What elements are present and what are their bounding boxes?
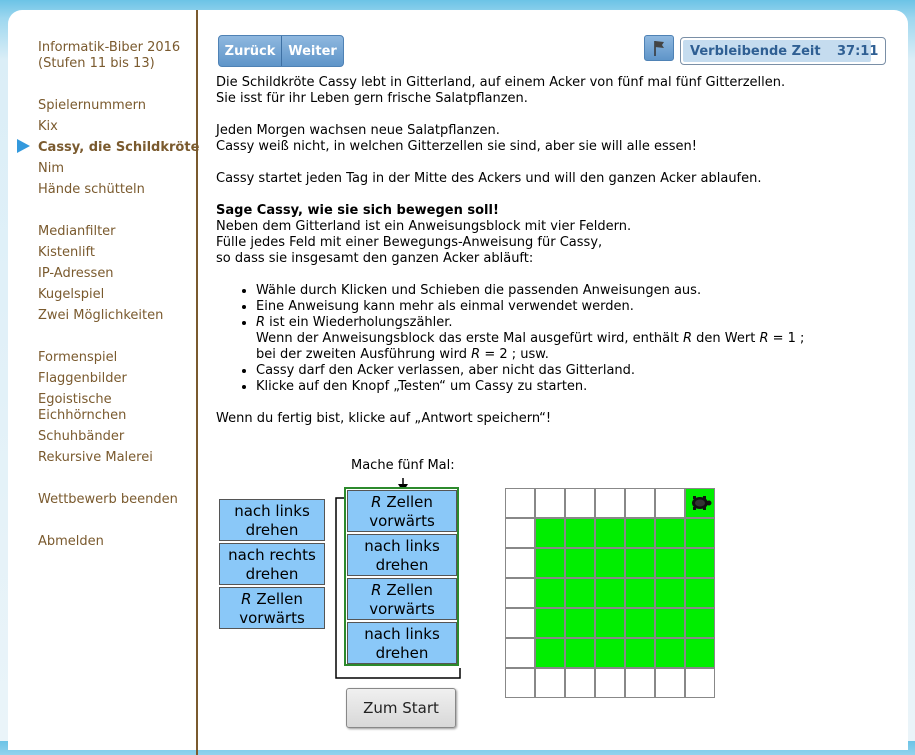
grid-cell bbox=[565, 608, 595, 638]
block-text: nach links bbox=[234, 502, 310, 520]
nav-button-group bbox=[218, 35, 344, 67]
block-text: drehen bbox=[245, 565, 299, 583]
r-symbol: R bbox=[371, 493, 382, 511]
grid-cell bbox=[655, 608, 685, 638]
grid-cell bbox=[685, 608, 715, 638]
page bbox=[8, 10, 908, 750]
text-line: Neben dem Gitterland ist ein Anweisungsblock mit vier Feldern. bbox=[216, 219, 632, 234]
sidebar-item-egoistische-l2[interactable]: Eichhörnchen bbox=[38, 408, 127, 423]
grid-cell bbox=[595, 578, 625, 608]
list-item bbox=[256, 363, 856, 379]
next-button[interactable]: Weiter bbox=[282, 36, 343, 66]
paragraph-instruction bbox=[216, 203, 856, 267]
sidebar-item-ip[interactable]: IP-Adressen bbox=[38, 266, 114, 281]
text-line: Fülle jedes Feld mit einer Bewegungs-Anweisung für Cassy, bbox=[216, 235, 603, 250]
task-text bbox=[216, 75, 856, 443]
text-line: = 1 ; bbox=[768, 331, 805, 346]
grid-cell bbox=[535, 608, 565, 638]
loop-label: Mache fünf Mal: bbox=[351, 458, 455, 473]
grid-cell bbox=[685, 638, 715, 668]
block-text: Zellen bbox=[381, 493, 433, 511]
grid-cell bbox=[595, 518, 625, 548]
grid-cell bbox=[505, 638, 535, 668]
list-item bbox=[256, 299, 856, 315]
block-text: vorwärts bbox=[369, 512, 435, 530]
grid-cell bbox=[535, 548, 565, 578]
grid-cell bbox=[625, 548, 655, 578]
start-button[interactable]: Zum Start bbox=[346, 688, 456, 728]
text-line: Eine Anweisung kann mehr als einmal verwendet werden. bbox=[256, 299, 634, 314]
grid-cell bbox=[565, 578, 595, 608]
grid-cell bbox=[685, 548, 715, 578]
grid-cell bbox=[565, 518, 595, 548]
sidebar-subtitle: (Stufen 11 bis 13) bbox=[38, 56, 155, 71]
timer-label: Verbleibende Zeit bbox=[690, 44, 821, 59]
r-symbol: R bbox=[256, 315, 266, 330]
sidebar-item-cassy[interactable]: Cassy, die Schildkröte bbox=[38, 140, 200, 155]
palette-turn-left[interactable] bbox=[219, 499, 325, 541]
block-text: drehen bbox=[375, 556, 429, 574]
grid-cell bbox=[595, 608, 625, 638]
grid-cell bbox=[685, 578, 715, 608]
sidebar-item-schuh[interactable]: Schuhbänder bbox=[38, 429, 125, 444]
divider bbox=[196, 555, 198, 755]
grid-cell bbox=[685, 518, 715, 548]
sidebar-item-egoistische[interactable]: Egoistische bbox=[38, 392, 112, 407]
sidebar-item-haende[interactable]: Hände schütteln bbox=[38, 182, 145, 197]
list-item bbox=[256, 379, 856, 395]
flag-button[interactable] bbox=[644, 35, 674, 61]
slot-4[interactable] bbox=[347, 622, 457, 664]
block-text: drehen bbox=[375, 644, 429, 662]
sidebar-item-spielernummern[interactable]: Spielernummern bbox=[38, 98, 146, 113]
grid-cell bbox=[535, 488, 565, 518]
back-button[interactable]: Zurück bbox=[219, 36, 281, 66]
grid-cell bbox=[535, 668, 565, 698]
text-line: Wähle durch Klicken und Schieben die passenden Anweisungen aus. bbox=[256, 283, 702, 298]
paragraph-save bbox=[216, 411, 856, 427]
grid-cell bbox=[595, 638, 625, 668]
text-line: Jeden Morgen wachsen neue Salatpflanzen. bbox=[216, 123, 500, 138]
text-line: ist ein Wiederholungszähler. bbox=[265, 315, 453, 330]
grid-cell bbox=[505, 578, 535, 608]
block-text: Zellen bbox=[381, 581, 433, 599]
grid-cell bbox=[565, 668, 595, 698]
slot-2[interactable] bbox=[347, 534, 457, 576]
grid-cell bbox=[655, 488, 685, 518]
sidebar-item-kistenlift[interactable]: Kistenlift bbox=[38, 245, 95, 260]
grid-cell bbox=[625, 488, 655, 518]
timer-value: 37:11 bbox=[837, 44, 879, 59]
block-text: Zellen bbox=[251, 590, 303, 608]
text-line: Cassy weiß nicht, in welchen Gitterzellen sie sind, aber sie will alle essen! bbox=[216, 139, 697, 154]
list-item bbox=[256, 283, 856, 299]
sidebar-item-kugelspiel[interactable]: Kugelspiel bbox=[38, 287, 105, 302]
slot-3[interactable] bbox=[347, 578, 457, 620]
text-line: Die Schildkröte Cassy lebt in Gitterland, auf einem Acker von fünf mal fünf Gitterzellen. bbox=[216, 75, 786, 90]
grid-cell bbox=[565, 488, 595, 518]
sidebar-item-zwei[interactable]: Zwei Möglichkeiten bbox=[38, 308, 164, 323]
grid-cell bbox=[535, 638, 565, 668]
grid-cell bbox=[595, 668, 625, 698]
sidebar-item-medianfilter[interactable]: Medianfilter bbox=[38, 224, 116, 239]
rules-list bbox=[216, 283, 856, 395]
block-text: nach links bbox=[364, 625, 440, 643]
sidebar-item-nim[interactable]: Nim bbox=[38, 161, 64, 176]
grid-cell bbox=[505, 488, 535, 518]
text-line: = 2 ; usw. bbox=[480, 347, 549, 362]
grid-cell bbox=[565, 638, 595, 668]
grid-cell bbox=[625, 638, 655, 668]
grid-cell bbox=[655, 548, 685, 578]
text-line: Sie isst für ihr Leben gern frische Salatpflanzen. bbox=[216, 91, 528, 106]
text-line: bei der zweiten Ausführung wird bbox=[256, 347, 472, 362]
text-line: Cassy darf den Acker verlassen, aber nicht das Gitterland. bbox=[256, 363, 636, 378]
flag-icon bbox=[645, 36, 673, 60]
sidebar-item-flaggen[interactable]: Flaggenbilder bbox=[38, 371, 127, 386]
paragraph-intro bbox=[216, 75, 856, 107]
text-line: Wenn du fertig bist, klicke auf „Antwort speichern“! bbox=[216, 411, 552, 426]
sidebar-item-rekursiv[interactable]: Rekursive Malerei bbox=[38, 450, 153, 465]
grid-cell bbox=[625, 578, 655, 608]
block-text: nach rechts bbox=[228, 546, 316, 564]
block-text: drehen bbox=[245, 521, 299, 539]
grid-cell bbox=[655, 578, 685, 608]
sidebar-item-abmelden[interactable]: Abmelden bbox=[38, 534, 104, 549]
slot-1[interactable] bbox=[347, 490, 457, 532]
paragraph-start bbox=[216, 171, 856, 187]
sidebar-item-formenspiel[interactable]: Formenspiel bbox=[38, 350, 118, 365]
grid-cell bbox=[625, 668, 655, 698]
r-symbol: R bbox=[471, 347, 481, 362]
active-arrow-icon bbox=[17, 139, 30, 153]
grid-cell bbox=[535, 578, 565, 608]
sidebar-item-beenden[interactable]: Wettbewerb beenden bbox=[38, 492, 178, 507]
grid-cell bbox=[595, 548, 625, 578]
text-line: Cassy startet jeden Tag in der Mitte des Ackers und will den ganzen Acker ablaufen. bbox=[216, 171, 762, 186]
timer bbox=[680, 37, 886, 65]
sidebar-item-kix[interactable]: Kix bbox=[38, 119, 58, 134]
list-item bbox=[256, 315, 856, 363]
palette-forward[interactable] bbox=[219, 587, 325, 629]
text-line: Klicke auf den Knopf „Testen“ um Cassy zu starten. bbox=[256, 379, 588, 394]
grid-cell bbox=[535, 518, 565, 548]
block-text: vorwärts bbox=[369, 600, 435, 618]
grid-cell bbox=[655, 518, 685, 548]
block-text: nach links bbox=[364, 537, 440, 555]
grid-cell bbox=[565, 548, 595, 578]
turtle-icon bbox=[686, 489, 714, 517]
r-symbol: R bbox=[682, 331, 693, 346]
grid-cell bbox=[505, 668, 535, 698]
grid-cell bbox=[505, 608, 535, 638]
instruction-heading: Sage Cassy, wie sie sich bewegen soll! bbox=[216, 203, 499, 218]
text-line: Wenn der Anweisungsblock das erste Mal ausgefürt wird, enthält bbox=[256, 331, 683, 346]
palette-turn-right[interactable] bbox=[219, 543, 325, 585]
text-line: so dass sie insgesamt den ganzen Acker abläuft: bbox=[216, 251, 534, 266]
grid-cell bbox=[685, 488, 715, 518]
grid-cell bbox=[655, 638, 685, 668]
grid-cell bbox=[505, 548, 535, 578]
paragraph-morning bbox=[216, 123, 856, 155]
grid-cell bbox=[655, 668, 685, 698]
r-symbol: R bbox=[371, 581, 382, 599]
text-line: den Wert bbox=[692, 331, 760, 346]
grid-cell bbox=[505, 518, 535, 548]
sidebar-title: Informatik-Biber 2016 bbox=[38, 40, 181, 55]
block-text: vorwärts bbox=[239, 609, 305, 627]
grid-cell bbox=[625, 518, 655, 548]
r-symbol: R bbox=[241, 590, 252, 608]
r-symbol: R bbox=[759, 331, 769, 346]
grid-cell bbox=[625, 608, 655, 638]
sidebar bbox=[8, 10, 198, 555]
grid-cell bbox=[595, 488, 625, 518]
grid-cell bbox=[685, 668, 715, 698]
